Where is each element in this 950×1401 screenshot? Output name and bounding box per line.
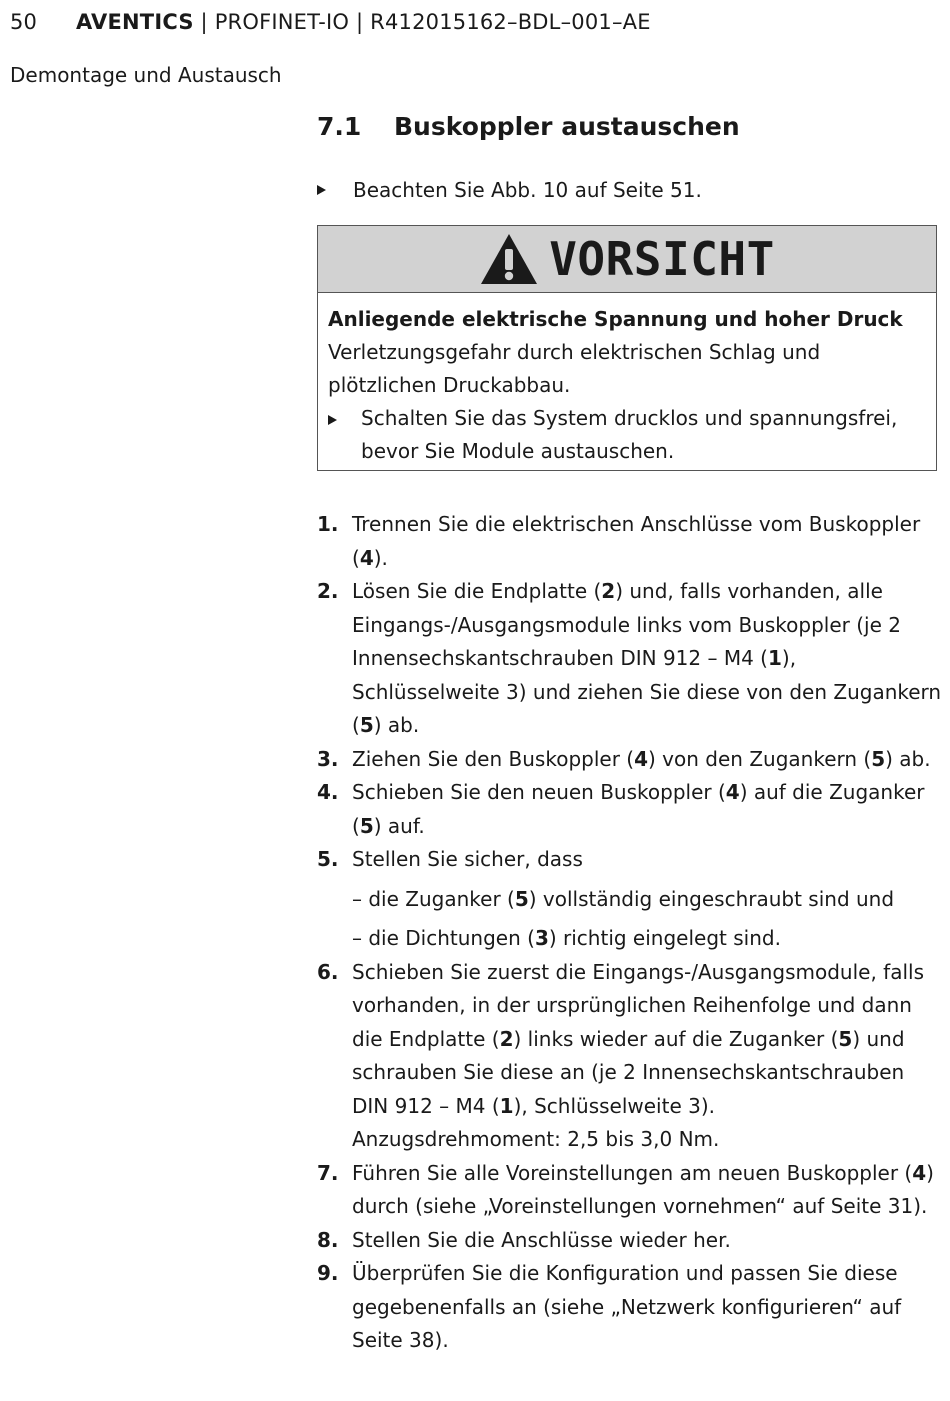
caution-action: [328, 402, 926, 468]
item-reference: 4: [634, 746, 649, 771]
intro-bullet-text: Beachten Sie Abb. 10 auf Seite 51.: [353, 178, 702, 202]
step-text: [352, 743, 942, 777]
caution-text: Verletzungsgefahr durch elektrischen Schlag und plötzlichen Druckabbau.: [328, 340, 821, 397]
step-text: [352, 575, 942, 743]
caution-box: [317, 225, 937, 471]
step-number: 8.: [317, 1227, 339, 1252]
caution-header: [318, 226, 936, 293]
step-text-run: Stellen Sie die Anschlüsse wieder her.: [352, 1227, 731, 1252]
brand-name: AVENTICS: [76, 10, 194, 34]
caution-body: [318, 293, 936, 468]
step-number: 9.: [317, 1261, 339, 1285]
step-item: [317, 1224, 942, 1258]
step-text-run: ) richtig eingelegt sind.: [548, 926, 781, 950]
step-item: [317, 575, 942, 743]
item-reference: 3: [534, 926, 549, 950]
step-text-run: ) und schrauben Sie diese an (je 2 Innensechskantschrauben DIN 912 – M4 (: [352, 1026, 905, 1118]
item-reference: 5: [359, 813, 374, 838]
step-text-run: Stellen Sie sicher, dass: [352, 847, 583, 871]
step-text-run: Schieben Sie den neuen Buskoppler (: [352, 780, 726, 804]
step-text-run: ), Schlüsselweite 3) und ziehen Sie diese von den Zugankern (: [352, 646, 942, 737]
step-text-run: ) vollständig eingeschraubt sind und: [528, 886, 895, 911]
step-number: 7.: [317, 1160, 339, 1185]
intro-bullet: [317, 178, 702, 202]
step-sub-item: [352, 922, 942, 956]
step-text-run: Führen Sie alle Voreinstellungen am neuen Buskoppler (: [352, 1160, 913, 1185]
item-reference: 2: [601, 579, 616, 603]
step-text-run: Ziehen Sie den Buskoppler (: [352, 746, 635, 771]
step-text-run: – die Dichtungen (: [352, 926, 535, 950]
step-text-run: ) auf die Zuganker (: [352, 780, 925, 838]
item-reference: 5: [871, 746, 886, 771]
caution-title: Anliegende elektrische Spannung und hoher Druck: [328, 307, 903, 331]
step-number: 4.: [317, 780, 339, 804]
item-reference: 5: [514, 886, 529, 911]
step-text: [352, 508, 942, 575]
step-item: [317, 1257, 942, 1358]
step-text-run: Überprüfen Sie die Konfiguration und passen Sie diese gegebenenfalls an (siehe „Netzwerk konfigurieren“ auf Seite 38).: [352, 1261, 902, 1352]
step-text-run: ) und, falls vorhanden, alle Eingangs-/Ausgangsmodule links vom Buskoppler (je 2 Innensechskantschrauben DIN 912 – M4 (: [352, 579, 901, 670]
step-text-run: ) ab.: [885, 746, 931, 771]
step-note: Anzugsdrehmoment: 2,5 bis 3,0 Nm.: [352, 1127, 720, 1151]
step-text: [352, 1257, 942, 1358]
step-item: [317, 508, 942, 575]
bullet-triangle-icon: [317, 185, 326, 195]
step-text: [352, 956, 942, 1157]
item-reference: 5: [359, 713, 374, 737]
item-reference: 4: [725, 780, 740, 804]
document-id: | PROFINET-IO | R412015162–BDL–001–AE: [193, 10, 651, 34]
step-item: [317, 776, 942, 843]
step-text-run: Schieben Sie zuerst die Eingangs-/Ausgangsmodule, falls vorhanden, in der ursprünglichen Reihenfolge und dann die Endplatte (: [352, 959, 924, 1051]
signal-word: VORSICHT: [549, 232, 775, 286]
step-text: [352, 1157, 942, 1224]
item-reference: 1: [767, 646, 782, 670]
page-number: 50: [10, 10, 38, 34]
step-text-run: ) durch (siehe „Voreinstellungen vornehmen“ auf Seite 31).: [352, 1160, 934, 1218]
step-number: 2.: [317, 579, 339, 603]
step-number: 5.: [317, 847, 339, 871]
step-text-run: ) ab.: [373, 713, 420, 737]
step-text-run: Lösen Sie die Endplatte (: [352, 579, 602, 603]
step-sub-item: [352, 883, 942, 917]
chapter-title: Demontage und Austausch: [10, 63, 282, 87]
step-number: 3.: [317, 746, 339, 771]
instruction-steps: [317, 508, 942, 1358]
step-text-run: Trennen Sie die elektrischen Anschlüsse vom Buskoppler (: [352, 512, 921, 570]
section-heading: [317, 112, 740, 141]
step-text: [352, 1224, 942, 1258]
step-number: 1.: [317, 512, 339, 536]
section-number: 7.1: [317, 112, 362, 141]
bullet-triangle-icon: [328, 415, 337, 425]
step-item: [317, 1157, 942, 1224]
warning-triangle-icon: [479, 232, 539, 286]
step-number: 6.: [317, 959, 339, 984]
step-text-run: ) von den Zugankern (: [648, 746, 872, 771]
step-item: [317, 956, 942, 1157]
section-title: Buskoppler austauschen: [394, 112, 740, 141]
item-reference: 4: [359, 545, 374, 570]
step-text-run: ).: [373, 545, 388, 570]
step-text-run: – die Zuganker (: [352, 886, 515, 911]
step-text-run: ) auf.: [373, 813, 425, 838]
item-reference: 5: [838, 1026, 853, 1051]
item-reference: 4: [912, 1160, 927, 1185]
step-item: [317, 743, 942, 777]
step-text-run: ) links wieder auf die Zuganker (: [513, 1026, 839, 1051]
caution-action-text: Schalten Sie das System drucklos und spannungsfrei, bevor Sie Module austauschen.: [361, 406, 898, 463]
step-item: [317, 843, 942, 956]
step-text: [352, 843, 942, 956]
step-text: [352, 776, 942, 843]
step-text-run: ), Schlüsselweite 3).: [513, 1093, 716, 1118]
page-header: [10, 10, 651, 34]
item-reference: 1: [499, 1093, 514, 1118]
item-reference: 2: [499, 1026, 514, 1051]
